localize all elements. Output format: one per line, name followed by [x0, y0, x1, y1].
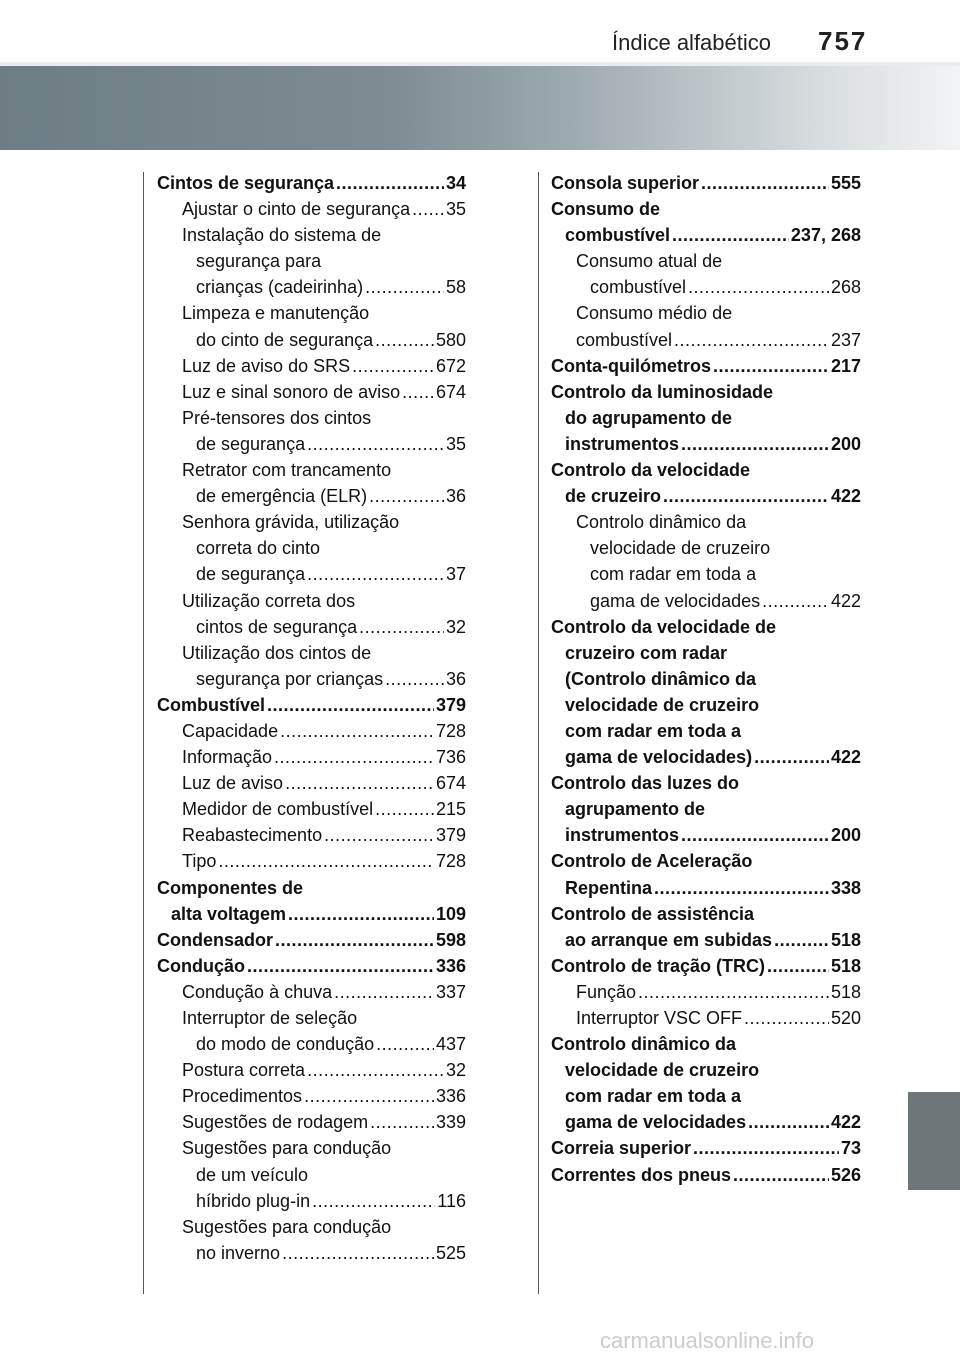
index-entry: [157, 953, 466, 979]
index-subentry: [157, 979, 466, 1005]
index-subentry: [157, 483, 466, 509]
entry-term: cintos de segurança: [196, 616, 358, 637]
entry-term: cruzeiro com radar: [565, 642, 728, 663]
index-subentry: [157, 1005, 466, 1031]
entry-term: com radar em toda a: [590, 564, 757, 585]
index-entry: [551, 692, 861, 718]
index-entry: [551, 1083, 861, 1109]
entry-term: Interruptor VSC OFF: [576, 1008, 743, 1028]
entry-term: Interruptor de seleção: [182, 1008, 358, 1028]
dot-leader: [267, 692, 434, 718]
entry-page-ref: 379: [435, 825, 466, 846]
entry-term: Correia superior: [551, 1138, 692, 1159]
entry-term: com radar em toda a: [565, 1086, 742, 1107]
entry-term: híbrido plug-in: [196, 1190, 311, 1211]
entry-page-ref: 36: [445, 668, 466, 689]
entry-page-ref: 336: [435, 1086, 466, 1107]
entry-term: Sugestões de rodagem: [182, 1112, 369, 1133]
index-entry: [551, 901, 861, 927]
entry-page-ref: 237, 268: [790, 225, 861, 246]
entry-term: Instalação do sistema de: [182, 225, 382, 246]
index-subentry: [157, 561, 466, 587]
section-title: Índice alfabético: [612, 30, 771, 55]
entry-term: de cruzeiro: [565, 486, 662, 507]
entry-term: correta do cinto: [196, 538, 321, 559]
entry-page-ref: 520: [830, 1008, 861, 1028]
index-subentry: [157, 744, 466, 770]
dot-leader: [282, 1240, 434, 1266]
entry-page-ref: 32: [445, 616, 466, 637]
index-entry: [551, 196, 861, 222]
entry-term: Reabastecimento: [182, 825, 323, 846]
entry-term: de segurança: [196, 564, 306, 585]
entry-page-ref: 422: [830, 590, 861, 611]
entry-term: Controlo dinâmico da: [576, 512, 747, 533]
entry-term: Consola superior: [551, 173, 700, 193]
entry-term: Ajustar o cinto de segurança: [182, 199, 411, 220]
index-subentry: [157, 1188, 466, 1214]
index-subentry: [157, 222, 466, 248]
index-entry: [551, 1135, 861, 1161]
dot-leader: [681, 431, 829, 457]
entry-term: ao arranque em subidas: [565, 929, 773, 950]
dot-leader: [307, 431, 444, 457]
entry-term: Controlo de tração (TRC): [551, 955, 765, 976]
entry-term: Controlo de Aceleração: [551, 851, 753, 872]
index-entry: [551, 796, 861, 822]
dot-leader: [376, 1031, 434, 1057]
entry-page-ref: 674: [435, 381, 466, 402]
index-column-left: [157, 170, 466, 1266]
entry-page-ref: 217: [830, 355, 861, 376]
entry-page-ref: 32: [445, 1060, 466, 1081]
entry-term: Correntes dos pneus: [551, 1164, 732, 1185]
dot-leader: [312, 1188, 435, 1214]
index-entry: [551, 953, 861, 979]
entry-term: Função: [576, 981, 637, 1002]
entry-term: Combustível: [157, 694, 266, 715]
index-entry: [157, 692, 466, 718]
dot-leader: [767, 953, 829, 979]
entry-term: de segurança: [196, 433, 306, 454]
entry-page-ref: 58: [445, 277, 466, 298]
index-entry: [551, 848, 861, 874]
dot-leader: [748, 1109, 829, 1135]
dot-leader: [218, 848, 434, 874]
entry-term: Senhora grávida, utilização: [182, 512, 400, 533]
entry-page-ref: 36: [445, 486, 466, 507]
entry-term: Sugestões para condução: [182, 1138, 392, 1159]
dot-leader: [365, 274, 444, 300]
entry-term: crianças (cadeirinha): [196, 277, 364, 298]
entry-page-ref: 518: [830, 929, 861, 950]
entry-term: Controlo da luminosidade: [551, 381, 774, 402]
entry-page-ref: 336: [435, 955, 466, 976]
entry-page-ref: 598: [435, 929, 466, 950]
entry-term: Controlo dinâmico da: [551, 1034, 737, 1055]
entry-term: Procedimentos: [182, 1086, 303, 1107]
index-subentry: [157, 196, 466, 222]
index-subentry: [551, 561, 861, 587]
entry-term: do modo de condução: [196, 1034, 375, 1055]
index-entry: [551, 1109, 861, 1135]
index-subentry: [157, 770, 466, 796]
index-subentry: [157, 1162, 466, 1188]
entry-page-ref: 379: [435, 694, 466, 715]
entry-term: Controlo da velocidade: [551, 460, 751, 481]
entry-page-ref: 526: [830, 1164, 861, 1185]
entry-term: Luz de aviso: [182, 773, 284, 794]
entry-page-ref: 422: [830, 486, 861, 507]
page-number: 757: [818, 26, 868, 56]
center-column-rule: [538, 172, 539, 1294]
dot-leader: [762, 588, 829, 614]
index-subentry: [157, 848, 466, 874]
header-rule: [0, 62, 960, 66]
entry-page-ref: 728: [435, 851, 466, 872]
index-subentry: [157, 1031, 466, 1057]
dot-leader: [672, 222, 789, 248]
index-entry: [551, 170, 861, 196]
entry-term: no inverno: [196, 1242, 281, 1263]
page-header: [0, 0, 960, 62]
entry-page-ref: 337: [435, 981, 466, 1002]
index-subentry: [157, 640, 466, 666]
index-subentry: [551, 248, 861, 274]
entry-page-ref: 35: [445, 199, 466, 220]
entry-page-ref: 674: [435, 773, 466, 794]
entry-term: Condensador: [157, 929, 274, 950]
entry-term: velocidade de cruzeiro: [590, 538, 771, 559]
entry-term: Repentina: [565, 877, 653, 898]
entry-page-ref: 672: [435, 355, 466, 376]
dot-leader: [288, 901, 434, 927]
index-entry: [551, 718, 861, 744]
entry-term: gama de velocidades): [565, 747, 753, 768]
index-entry: [157, 927, 466, 953]
index-entry: [551, 1031, 861, 1057]
dot-leader: [663, 483, 829, 509]
index-subentry: [157, 1135, 466, 1161]
watermark-text: carmanualsonline.info: [600, 1328, 815, 1353]
dot-leader: [274, 744, 434, 770]
index-subentry: [157, 588, 466, 614]
dot-leader: [681, 822, 829, 848]
index-entry: [551, 875, 861, 901]
index-subentry: [157, 1057, 466, 1083]
dot-leader: [247, 953, 434, 979]
entry-page-ref: 518: [830, 981, 861, 1002]
dot-leader: [280, 718, 434, 744]
entry-term: combustível: [565, 225, 671, 246]
entry-term: Consumo de: [551, 199, 661, 220]
entry-page-ref: 518: [830, 955, 861, 976]
entry-term: Controlo da velocidade de: [551, 616, 777, 637]
entry-term: Pré-tensores dos cintos: [182, 407, 372, 428]
index-subentry: [157, 509, 466, 535]
index-entry: [551, 1057, 861, 1083]
dot-leader: [334, 979, 434, 1005]
index-subentry: [157, 796, 466, 822]
dot-leader: [701, 170, 829, 196]
entry-term: Luz e sinal sonoro de aviso: [182, 381, 401, 402]
index-entry: [551, 822, 861, 848]
index-subentry: [157, 457, 466, 483]
index-entry: [551, 222, 861, 248]
dot-leader: [733, 1162, 829, 1188]
dot-leader: [307, 1057, 444, 1083]
dot-leader: [774, 927, 829, 953]
dot-leader: [304, 1083, 434, 1109]
header-gradient-band: [0, 62, 960, 150]
index-subentry: [157, 822, 466, 848]
entry-term: Controlo de assistência: [551, 903, 755, 924]
index-subentry: [157, 1240, 466, 1266]
dot-leader: [369, 483, 444, 509]
index-column-right: [551, 170, 861, 1188]
index-subentry: [157, 274, 466, 300]
entry-term: combustível: [576, 329, 673, 350]
index-subentry: [551, 509, 861, 535]
entry-term: Componentes de: [157, 877, 304, 898]
entry-term: Utilização correta dos: [182, 590, 356, 611]
dot-leader: [688, 274, 829, 300]
index-entry: [551, 770, 861, 796]
entry-page-ref: 437: [435, 1034, 466, 1055]
entry-term: instrumentos: [565, 433, 680, 454]
entry-term: Tipo: [182, 851, 217, 872]
dot-leader: [275, 927, 434, 953]
dot-leader: [638, 979, 829, 1005]
entry-page-ref: 200: [830, 433, 861, 454]
entry-term: (Controlo dinâmico da: [565, 668, 756, 689]
index-subentry: [551, 274, 861, 300]
index-subentry: [157, 1109, 466, 1135]
entry-term: Cintos de segurança: [157, 173, 335, 193]
entry-term: Medidor de combustível: [182, 799, 374, 820]
dot-leader: [370, 1109, 434, 1135]
index-entry: [551, 457, 861, 483]
entry-page-ref: 525: [435, 1242, 466, 1263]
entry-term: segurança por crianças: [196, 668, 384, 689]
entry-term: combustível: [590, 277, 687, 298]
index-subentry: [157, 666, 466, 692]
entry-page-ref: 268: [830, 277, 861, 298]
index-subentry: [157, 614, 466, 640]
index-subentry: [157, 431, 466, 457]
dot-leader: [654, 875, 829, 901]
index-entry: [551, 483, 861, 509]
left-column-rule: [143, 172, 144, 1294]
index-subentry: [551, 979, 861, 1005]
dot-leader: [375, 796, 434, 822]
index-subentry: [157, 353, 466, 379]
entry-term: com radar em toda a: [565, 720, 742, 741]
index-entry: [551, 405, 861, 431]
dot-leader: [713, 353, 829, 379]
entry-term: velocidade de cruzeiro: [565, 694, 760, 715]
dot-leader: [744, 1005, 829, 1031]
entry-term: Conta-quilómetros: [551, 355, 711, 376]
index-subentry: [157, 405, 466, 431]
entry-page-ref: 35: [445, 433, 466, 454]
section-thumb-tab: [908, 1092, 960, 1190]
entry-term: do agrupamento de: [565, 407, 733, 428]
entry-term: Condução: [157, 955, 245, 976]
entry-page-ref: 109: [435, 903, 466, 924]
index-entry: [157, 170, 466, 196]
entry-term: gama de velocidades: [565, 1112, 747, 1133]
index-entry: [551, 431, 861, 457]
index-subentry: [157, 1214, 466, 1240]
entry-term: Controlo das luzes do: [551, 773, 740, 794]
entry-term: Consumo médio de: [576, 303, 733, 324]
entry-term: Limpeza e manutenção: [182, 303, 370, 324]
entry-term: Informação: [182, 747, 273, 768]
entry-term: Condução à chuva: [182, 981, 333, 1002]
entry-term: instrumentos: [565, 825, 680, 846]
dot-leader: [375, 327, 434, 353]
dot-leader: [352, 353, 434, 379]
entry-term: Luz de aviso do SRS: [182, 355, 351, 376]
entry-term: Utilização dos cintos de: [182, 642, 372, 663]
index-entry: [157, 875, 466, 901]
entry-page-ref: 728: [435, 720, 466, 741]
entry-term: Postura correta: [182, 1060, 306, 1081]
entry-page-ref: 34: [445, 173, 466, 193]
index-entry: [551, 927, 861, 953]
index-entry: [551, 614, 861, 640]
entry-term: Retrator com trancamento: [182, 460, 392, 481]
entry-term: de emergência (ELR): [196, 486, 368, 507]
entry-term: do cinto de segurança: [196, 329, 374, 350]
entry-term: gama de velocidades: [590, 590, 761, 611]
dot-leader: [385, 666, 444, 692]
index-entry: [551, 1162, 861, 1188]
dot-leader: [674, 327, 829, 353]
index-entry: [157, 901, 466, 927]
index-entry: [551, 744, 861, 770]
entry-page-ref: 37: [445, 564, 466, 585]
dot-leader: [693, 1135, 839, 1161]
index-entry: [551, 640, 861, 666]
entry-page-ref: 580: [435, 329, 466, 350]
index-subentry: [157, 248, 466, 274]
entry-page-ref: 422: [830, 1112, 861, 1133]
entry-term: alta voltagem: [171, 903, 287, 924]
entry-page-ref: 555: [830, 173, 861, 193]
entry-page-ref: 237: [830, 329, 861, 350]
entry-page-ref: 116: [437, 1190, 466, 1211]
entry-page-ref: 339: [435, 1112, 466, 1133]
entry-term: segurança para: [196, 251, 322, 272]
index-entry: [551, 353, 861, 379]
entry-page-ref: 200: [830, 825, 861, 846]
index-subentry: [551, 327, 861, 353]
dot-leader: [412, 196, 444, 222]
index-subentry: [157, 300, 466, 326]
index-subentry: [157, 379, 466, 405]
dot-leader: [402, 379, 434, 405]
index-subentry: [551, 300, 861, 326]
entry-page-ref: 215: [435, 799, 466, 820]
index-subentry: [157, 535, 466, 561]
index-subentry: [157, 1083, 466, 1109]
dot-leader: [336, 170, 444, 196]
entry-term: velocidade de cruzeiro: [565, 1060, 760, 1081]
dot-leader: [307, 561, 444, 587]
index-subentry: [551, 1005, 861, 1031]
index-subentry: [157, 327, 466, 353]
dot-leader: [285, 770, 434, 796]
index-entry: [551, 666, 861, 692]
dot-leader: [324, 822, 434, 848]
index-subentry: [551, 588, 861, 614]
entry-term: agrupamento de: [565, 799, 706, 820]
index-entry: [551, 379, 861, 405]
dot-leader: [359, 614, 444, 640]
dot-leader: [754, 744, 829, 770]
entry-term: Consumo atual de: [576, 251, 723, 272]
index-subentry: [551, 535, 861, 561]
entry-term: Sugestões para condução: [182, 1216, 392, 1237]
entry-page-ref: 422: [830, 747, 861, 768]
entry-term: de um veículo: [196, 1164, 309, 1185]
entry-page-ref: 338: [830, 877, 861, 898]
index-subentry: [157, 718, 466, 744]
entry-term: Capacidade: [182, 720, 279, 741]
entry-page-ref: 73: [840, 1138, 861, 1159]
entry-page-ref: 736: [435, 747, 466, 768]
